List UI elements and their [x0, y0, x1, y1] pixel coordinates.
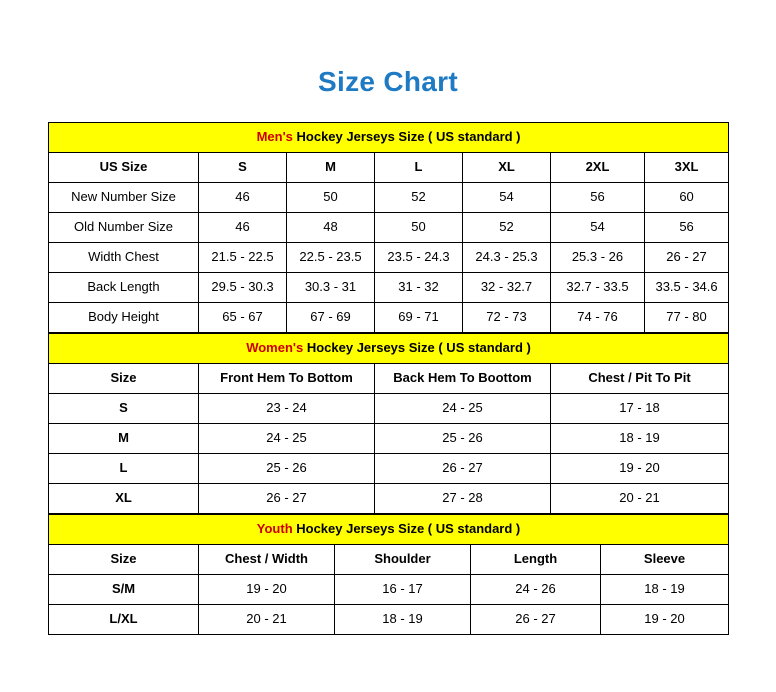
mens-row-4-val-2: 69 - 71	[375, 303, 463, 333]
womens-row-1-val-1: 25 - 26	[375, 424, 551, 454]
table-banner-row	[49, 515, 729, 545]
mens-row-0-val-4: 56	[551, 183, 645, 213]
womens-row-2-val-1: 26 - 27	[375, 454, 551, 484]
mens-banner	[49, 123, 729, 153]
youth-size-table	[48, 514, 729, 635]
youth-row-1-val-3: 19 - 20	[601, 605, 729, 635]
mens-row-2-val-3: 24.3 - 25.3	[463, 243, 551, 273]
table-banner-row	[49, 334, 729, 364]
table-header-row	[49, 153, 729, 183]
mens-col-4: XL	[463, 153, 551, 183]
table-row	[49, 484, 729, 514]
mens-row-2-val-5: 26 - 27	[645, 243, 729, 273]
mens-col-2: M	[287, 153, 375, 183]
mens-row-0-val-5: 60	[645, 183, 729, 213]
youth-row-0-val-2: 24 - 26	[471, 575, 601, 605]
mens-row-3-val-0: 29.5 - 30.3	[199, 273, 287, 303]
mens-row-1-val-5: 56	[645, 213, 729, 243]
mens-row-3-val-1: 30.3 - 31	[287, 273, 375, 303]
womens-row-3-val-1: 27 - 28	[375, 484, 551, 514]
youth-row-1-val-0: 20 - 21	[199, 605, 335, 635]
womens-row-3-val-2: 20 - 21	[551, 484, 729, 514]
mens-row-1-val-1: 48	[287, 213, 375, 243]
mens-row-2-label: Width Chest	[49, 243, 199, 273]
size-chart-container	[48, 122, 728, 635]
womens-row-0-val-2: 17 - 18	[551, 394, 729, 424]
youth-col-0: Size	[49, 545, 199, 575]
mens-row-2-val-2: 23.5 - 24.3	[375, 243, 463, 273]
table-row	[49, 424, 729, 454]
mens-row-1-label: Old Number Size	[49, 213, 199, 243]
mens-col-1: S	[199, 153, 287, 183]
womens-row-3-val-0: 26 - 27	[199, 484, 375, 514]
womens-row-0-val-0: 23 - 24	[199, 394, 375, 424]
womens-row-1-val-2: 18 - 19	[551, 424, 729, 454]
page-title: Size Chart	[318, 66, 458, 97]
table-row	[49, 454, 729, 484]
mens-row-4-val-4: 74 - 76	[551, 303, 645, 333]
mens-banner-rest: Hockey Jerseys Size ( US standard )	[292, 129, 521, 145]
womens-row-2-val-2: 19 - 20	[551, 454, 729, 484]
table-row	[49, 394, 729, 424]
mens-row-4-val-0: 65 - 67	[199, 303, 287, 333]
youth-row-0-val-0: 19 - 20	[199, 575, 335, 605]
youth-banner-accent: Youth	[256, 521, 293, 537]
youth-col-2: Shoulder	[335, 545, 471, 575]
mens-row-3-val-4: 32.7 - 33.5	[551, 273, 645, 303]
mens-row-1-val-4: 54	[551, 213, 645, 243]
womens-row-2-val-0: 25 - 26	[199, 454, 375, 484]
youth-banner-rest: Hockey Jerseys Size ( US standard )	[292, 521, 521, 537]
mens-col-3: L	[375, 153, 463, 183]
mens-row-0-val-3: 54	[463, 183, 551, 213]
youth-row-0-val-1: 16 - 17	[335, 575, 471, 605]
mens-row-4-val-3: 72 - 73	[463, 303, 551, 333]
mens-row-0-val-0: 46	[199, 183, 287, 213]
womens-col-3: Chest / Pit To Pit	[551, 364, 729, 394]
table-row	[49, 213, 729, 243]
womens-banner	[49, 334, 729, 364]
mens-row-1-val-2: 50	[375, 213, 463, 243]
youth-row-1-label: L/XL	[49, 605, 199, 635]
mens-row-1-val-0: 46	[199, 213, 287, 243]
womens-size-table	[48, 333, 729, 514]
womens-row-1-label: M	[49, 424, 199, 454]
table-row	[49, 605, 729, 635]
table-row	[49, 243, 729, 273]
table-banner-row	[49, 123, 729, 153]
womens-col-1: Front Hem To Bottom	[199, 364, 375, 394]
mens-banner-accent: Men's	[256, 129, 293, 145]
womens-row-2-label: L	[49, 454, 199, 484]
womens-col-2: Back Hem To Boottom	[375, 364, 551, 394]
womens-banner-accent: Women's	[246, 340, 304, 356]
mens-row-3-label: Back Length	[49, 273, 199, 303]
mens-row-0-val-2: 52	[375, 183, 463, 213]
mens-row-3-val-3: 32 - 32.7	[463, 273, 551, 303]
mens-row-4-val-5: 77 - 80	[645, 303, 729, 333]
womens-row-3-label: XL	[49, 484, 199, 514]
youth-banner	[49, 515, 729, 545]
mens-col-0: US Size	[49, 153, 199, 183]
youth-col-3: Length	[471, 545, 601, 575]
table-row	[49, 273, 729, 303]
womens-banner-rest: Hockey Jerseys Size ( US standard )	[303, 340, 531, 356]
youth-row-1-val-1: 18 - 19	[335, 605, 471, 635]
mens-row-4-label: Body Height	[49, 303, 199, 333]
mens-row-0-label: New Number Size	[49, 183, 199, 213]
womens-row-0-val-1: 24 - 25	[375, 394, 551, 424]
table-row	[49, 303, 729, 333]
youth-row-1-val-2: 26 - 27	[471, 605, 601, 635]
mens-size-table	[48, 122, 729, 333]
youth-row-0-val-3: 18 - 19	[601, 575, 729, 605]
mens-row-4-val-1: 67 - 69	[287, 303, 375, 333]
table-header-row	[49, 545, 729, 575]
womens-row-1-val-0: 24 - 25	[199, 424, 375, 454]
mens-row-1-val-3: 52	[463, 213, 551, 243]
youth-col-1: Chest / Width	[199, 545, 335, 575]
mens-col-5: 2XL	[551, 153, 645, 183]
mens-row-2-val-0: 21.5 - 22.5	[199, 243, 287, 273]
mens-row-2-val-4: 25.3 - 26	[551, 243, 645, 273]
table-row	[49, 575, 729, 605]
mens-row-2-val-1: 22.5 - 23.5	[287, 243, 375, 273]
womens-col-0: Size	[49, 364, 199, 394]
womens-row-0-label: S	[49, 394, 199, 424]
mens-col-6: 3XL	[645, 153, 729, 183]
youth-col-4: Sleeve	[601, 545, 729, 575]
mens-row-3-val-2: 31 - 32	[375, 273, 463, 303]
mens-row-3-val-5: 33.5 - 34.6	[645, 273, 729, 303]
table-header-row	[49, 364, 729, 394]
table-row	[49, 183, 729, 213]
mens-row-0-val-1: 50	[287, 183, 375, 213]
youth-row-0-label: S/M	[49, 575, 199, 605]
